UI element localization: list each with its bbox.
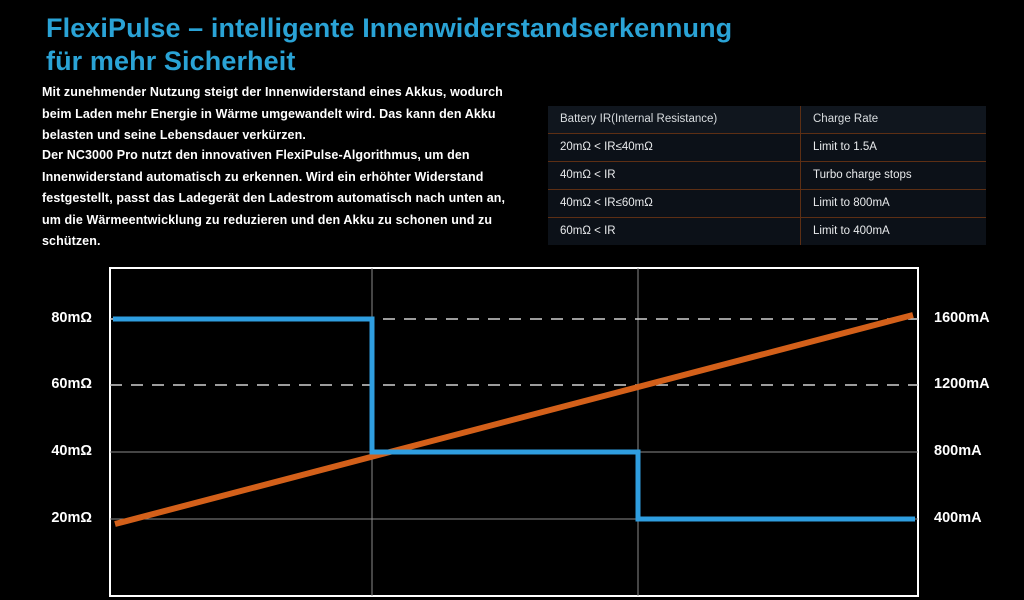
table-cell-ir: 40mΩ < IR≤60mΩ [548, 190, 801, 218]
description-paragraph-2: Der NC3000 Pro nutzt den innovativen FlexiPulse-Algorithmus, um den Innenwiderstand automatisch zu erkennen. Wird ein erhöhter Widerstand festgestellt, passt das Ladegerät den Ladestrom automatisch nach unten an, um die Wärmeentwicklung zu reduzieren und den Akku zu schonen und zu schützen. [42, 148, 506, 248]
table-cell-ir: 60mΩ < IR [548, 218, 801, 246]
left-axis-tick-80: 80mΩ [51, 310, 92, 326]
left-axis-tick-20: 20mΩ [51, 510, 92, 526]
charge-rate-table [548, 106, 986, 245]
right-axis-tick-1200: 1200mA [934, 376, 990, 392]
page-title-line1: FlexiPulse – intelligente Innenwiderstandserkennung [46, 13, 733, 43]
table-cell-rate: Limit to 1.5A [801, 134, 987, 162]
table-cell-ir: 40mΩ < IR [548, 162, 801, 190]
table-row [548, 190, 986, 218]
right-axis-tick-800: 800mA [934, 443, 982, 459]
table-cell-rate: Limit to 400mA [813, 225, 890, 237]
right-axis-tick-400: 400mA [934, 510, 982, 526]
table-header-row [548, 106, 986, 134]
page-title [46, 12, 846, 79]
left-axis-tick-40: 40mΩ [51, 443, 92, 459]
table-row [548, 134, 986, 162]
table-row [548, 162, 986, 190]
table-row [548, 218, 986, 246]
flexipulse-chart [0, 262, 1024, 600]
table-cell-rate: Limit to 800mA [801, 190, 987, 218]
table-header-rate: Charge Rate [801, 106, 987, 134]
table-cell-ir: 20mΩ < IR≤40mΩ [548, 134, 801, 162]
series-internal-resistance [115, 315, 913, 524]
table-header-ir: Battery IR(Internal Resistance) [548, 106, 801, 134]
right-axis-tick-1600: 1600mA [934, 310, 990, 326]
description-paragraph-1: Mit zunehmender Nutzung steigt der Innenwiderstand eines Akkus, wodurch beim Laden mehr Energie in Wärme umgewandelt wird. Das kann den Akku belasten und seine Lebensdauer verkürzen. [42, 85, 503, 142]
table-cell-rate: Turbo charge stops [801, 162, 987, 190]
left-axis-tick-60: 60mΩ [51, 376, 92, 392]
chart-plot-area [0, 262, 1024, 600]
page-title-line2: für mehr Sicherheit [46, 46, 296, 77]
